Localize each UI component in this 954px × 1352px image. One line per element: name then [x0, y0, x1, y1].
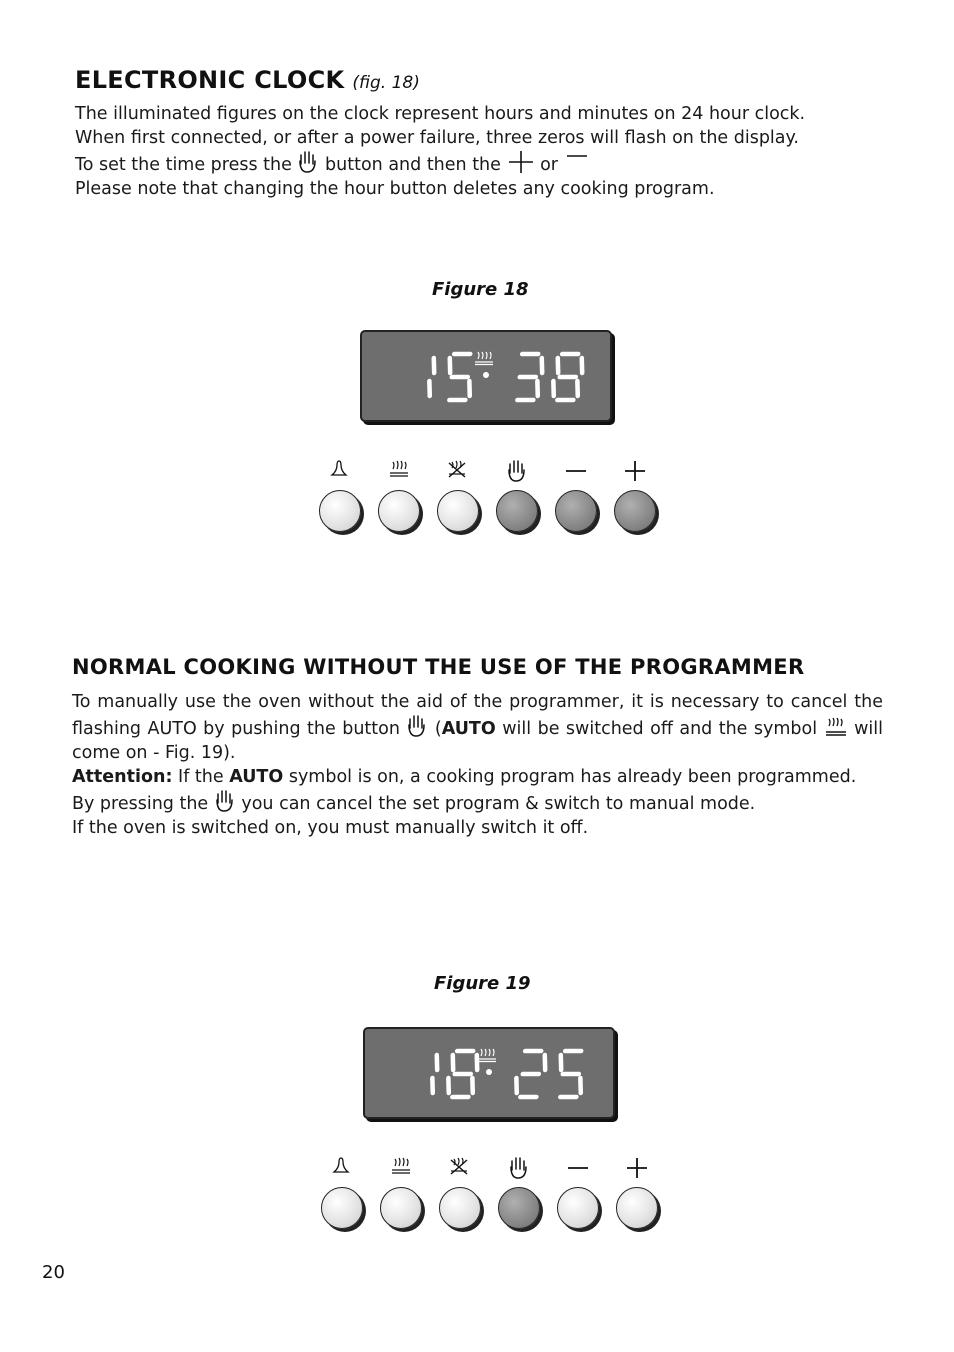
segment [475, 1055, 479, 1070]
oven-button[interactable] [378, 490, 420, 532]
paragraph: If the oven is switched on, you must manually switch it off. [72, 818, 589, 838]
section-title-electronic-clock [75, 66, 420, 94]
figure-caption: Figure 18 [432, 279, 529, 300]
clock-display [363, 1027, 615, 1119]
text-segment: ( [434, 719, 442, 739]
segment [552, 381, 556, 396]
hand-icon [507, 1156, 531, 1184]
hand-icon [297, 150, 319, 174]
segment [448, 358, 452, 373]
hand-button[interactable] [498, 1187, 540, 1229]
segment [556, 358, 560, 373]
segment [515, 1078, 519, 1093]
segment [543, 1055, 547, 1070]
paragraph-line: Please note that changing the hour button deletes any cooking program. [75, 179, 715, 199]
text-segment: will come on - Fig. 19). [72, 719, 883, 763]
colon-dot [486, 1069, 492, 1075]
segment [468, 381, 472, 396]
oven-icon [389, 1156, 413, 1184]
auto-label: AUTO [441, 719, 496, 739]
figure-reference: (fig. 18) [352, 73, 420, 93]
minus-icon [564, 459, 588, 487]
oven-icon [824, 716, 848, 738]
segment [540, 358, 544, 373]
cooking-end-icon [448, 1156, 472, 1184]
page-number: 20 [42, 1262, 65, 1283]
bell-icon [328, 459, 352, 487]
text-segment: symbol is on, a cooking program has already been programmed. By pressing the [72, 767, 857, 814]
bell-icon [330, 1156, 354, 1184]
plus-icon [623, 459, 647, 487]
paragraph [72, 690, 883, 765]
segment [579, 1078, 583, 1093]
plus-icon [625, 1156, 649, 1184]
minus-button[interactable] [555, 490, 597, 532]
section-title-text: ELECTRONIC CLOCK [75, 66, 345, 94]
text-segment: will be switched off and the symbol [502, 719, 818, 739]
segment [428, 381, 432, 396]
hand-icon [406, 714, 428, 738]
segment [576, 381, 580, 396]
oven-icon [387, 459, 411, 487]
segment [447, 1078, 451, 1093]
text-segment: If the [178, 767, 224, 787]
hand-icon [214, 789, 236, 813]
segment [435, 1055, 439, 1070]
text-segment: or [540, 155, 558, 175]
hand-icon [505, 459, 529, 487]
clock-display [360, 330, 612, 422]
plus-button[interactable] [614, 490, 656, 532]
minus-button[interactable] [557, 1187, 599, 1229]
text-segment: To set the time press the [75, 155, 292, 175]
cooking-end-button[interactable] [437, 490, 479, 532]
bell-button[interactable] [321, 1187, 363, 1229]
hand-button[interactable] [496, 490, 538, 532]
plus-button[interactable] [616, 1187, 658, 1229]
attention-label: Attention: [72, 767, 173, 787]
segment [431, 1078, 435, 1093]
paragraph-line [75, 150, 880, 177]
oven-button[interactable] [380, 1187, 422, 1229]
figure-caption: Figure 19 [434, 973, 531, 994]
segment [432, 358, 436, 373]
minus-icon [566, 1156, 590, 1184]
paragraph-line: The illuminated figures on the clock represent hours and minutes on 24 hour clock. [75, 104, 806, 124]
text-segment: you can cancel the set program & switch to manual mode. [241, 794, 756, 814]
segment [451, 1055, 455, 1070]
section-body-normal-cooking [72, 690, 883, 840]
segment [471, 1078, 475, 1093]
bell-button[interactable] [319, 490, 361, 532]
minus-icon [564, 150, 590, 174]
segment [536, 381, 540, 396]
segment [580, 358, 584, 373]
plus-icon [507, 150, 535, 174]
segment [559, 1055, 563, 1070]
paragraph-line: When first connected, or after a power failure, three zeros will flash on the display. [75, 128, 799, 148]
section-body-electronic-clock [75, 102, 880, 201]
colon-dot [483, 372, 489, 378]
oven-symbol-icon [478, 1049, 496, 1062]
cooking-end-icon [446, 459, 470, 487]
section-title-normal-cooking: NORMAL COOKING WITHOUT THE USE OF THE PROGRAMMER [72, 655, 805, 679]
text-segment: button and then the [325, 155, 501, 175]
paragraph [72, 765, 883, 816]
auto-label: AUTO [229, 767, 284, 787]
cooking-end-button[interactable] [439, 1187, 481, 1229]
oven-symbol-icon [475, 352, 493, 365]
text-segment: To manually use the oven without the aid of the programmer, it is necessary to cancel the flashing AUTO by pushing the button [72, 692, 883, 739]
